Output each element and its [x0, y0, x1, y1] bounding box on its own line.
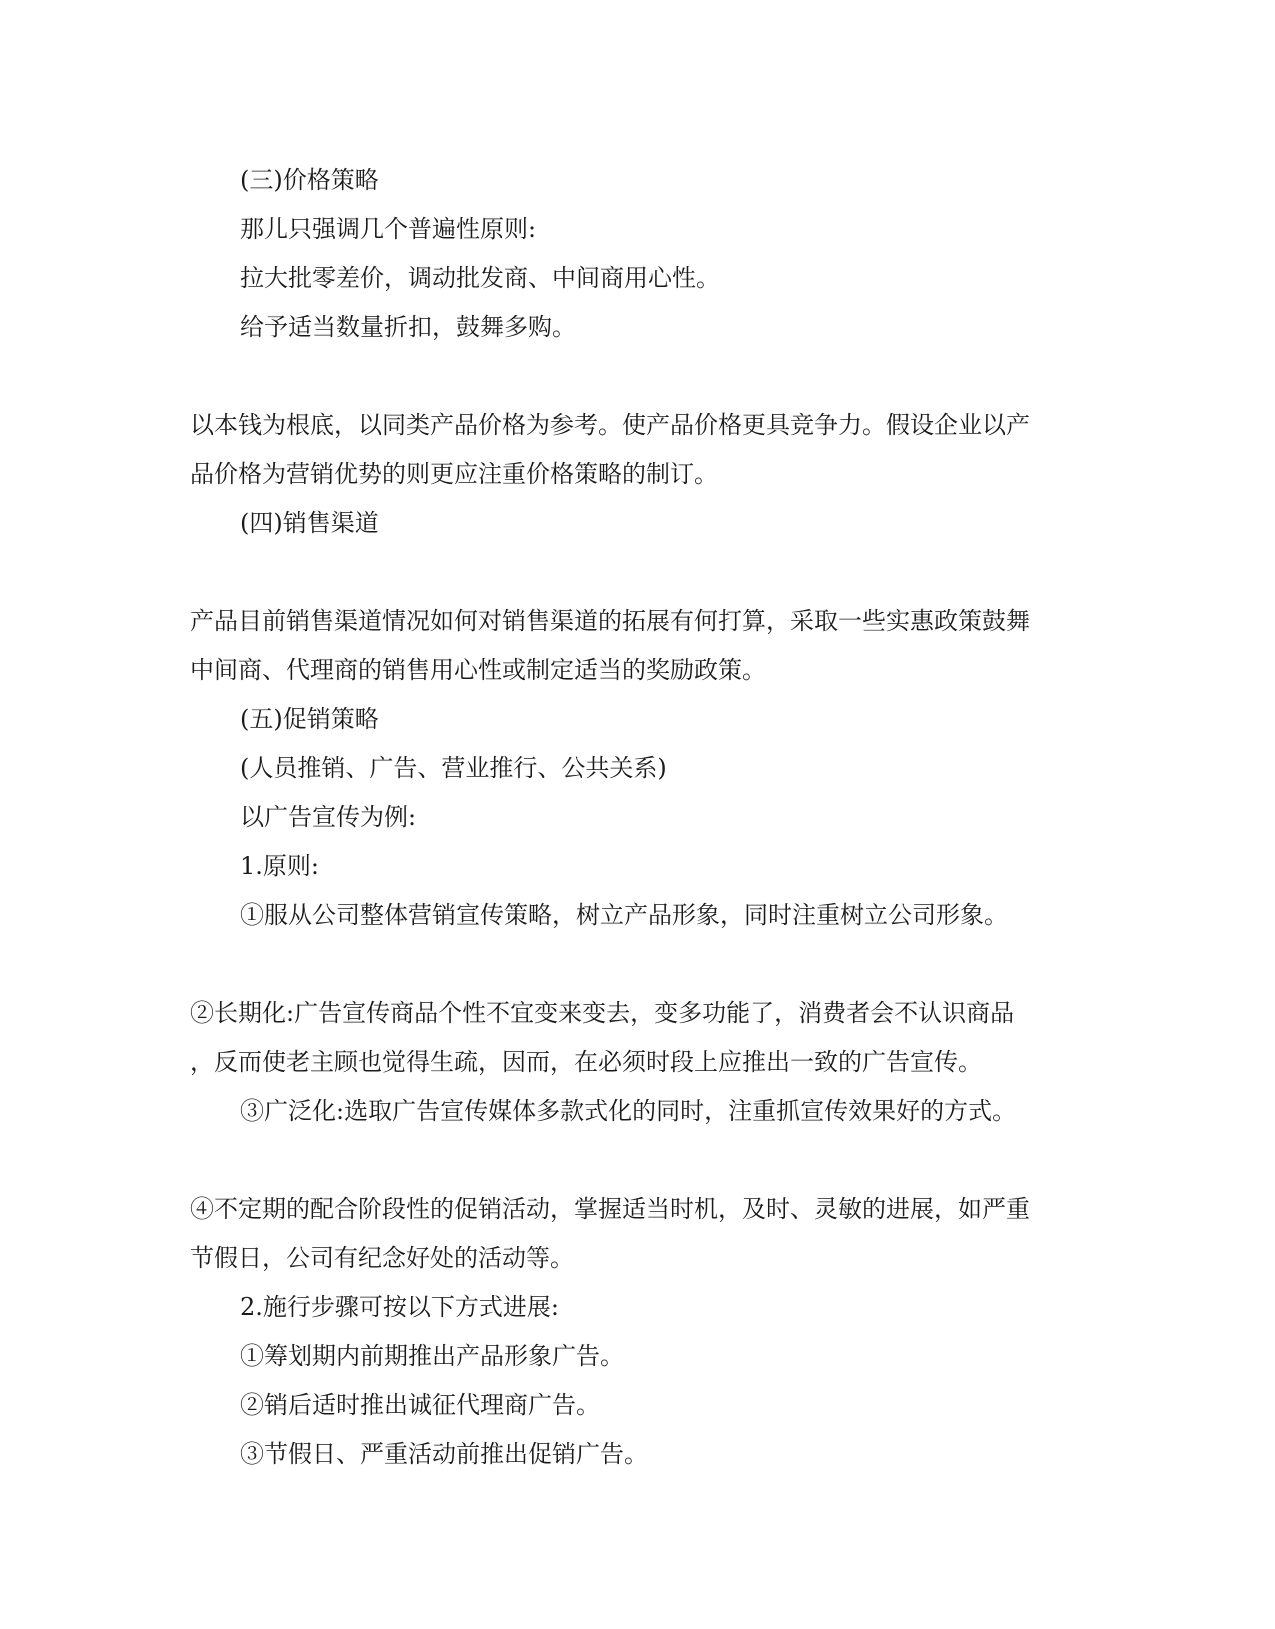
section-heading-price-strategy: (三)价格策略	[240, 166, 379, 194]
list-item: ③广泛化:选取广告宣传媒体多款式化的同时，注重抓宣传效果好的方式。	[240, 1097, 1017, 1125]
list-item: ②长期化:广告宣传商品个性不宜变来变去，变多功能了，消费者会不认识商品	[190, 999, 1015, 1027]
paragraph-line: 产品目前销售渠道情况如何对销售渠道的拓展有何打算，采取一些实惠政策鼓舞	[190, 607, 1030, 635]
list-item: ②销后适时推出诚征代理商广告。	[240, 1391, 600, 1419]
paragraph-line: (人员推销、广告、营业推行、公共关系)	[240, 754, 667, 782]
paragraph-gap	[190, 940, 1070, 989]
list-item: ①筹划期内前期推出产品形象广告。	[240, 1342, 624, 1370]
paragraph-line: 以本钱为根底，以同类产品价格为参考。使产品价格更具竞争力。假设企业以产	[190, 411, 1030, 439]
paragraph-line: ，反而使老主顾也觉得生疏，因而，在必须时段上应推出一致的广告宣传。	[190, 1048, 982, 1076]
list-heading-steps: 2.施行步骤可按以下方式进展:	[240, 1293, 559, 1321]
paragraph-line: 中间商、代理商的销售用心性或制定适当的奖励政策。	[190, 656, 766, 684]
document-body	[190, 156, 1070, 1479]
paragraph-gap	[190, 1136, 1070, 1185]
paragraph-gap	[190, 352, 1070, 401]
paragraph-line: 品价格为营销优势的则更应注重价格策略的制订。	[190, 460, 718, 488]
list-heading-principles: 1.原则:	[240, 852, 319, 880]
paragraph-line: 以广告宣传为例:	[240, 803, 417, 831]
paragraph-line: 那儿只强调几个普遍性原则:	[240, 215, 537, 243]
paragraph-line: 拉大批零差价，调动批发商、中间商用心性。	[240, 264, 720, 292]
section-heading-promotion-strategy: (五)促销策略	[240, 705, 379, 733]
list-item: ③节假日、严重活动前推出促销广告。	[240, 1440, 648, 1468]
list-item: ①服从公司整体营销宣传策略，树立产品形象，同时注重树立公司形象。	[240, 901, 1008, 929]
section-heading-sales-channels: (四)销售渠道	[240, 509, 379, 537]
list-item: ④不定期的配合阶段性的促销活动，掌握适当时机，及时、灵敏的进展，如严重	[190, 1195, 1030, 1223]
paragraph-line: 给予适当数量折扣，鼓舞多购。	[240, 313, 576, 341]
paragraph-line: 节假日，公司有纪念好处的活动等。	[190, 1244, 574, 1272]
paragraph-gap	[190, 548, 1070, 597]
